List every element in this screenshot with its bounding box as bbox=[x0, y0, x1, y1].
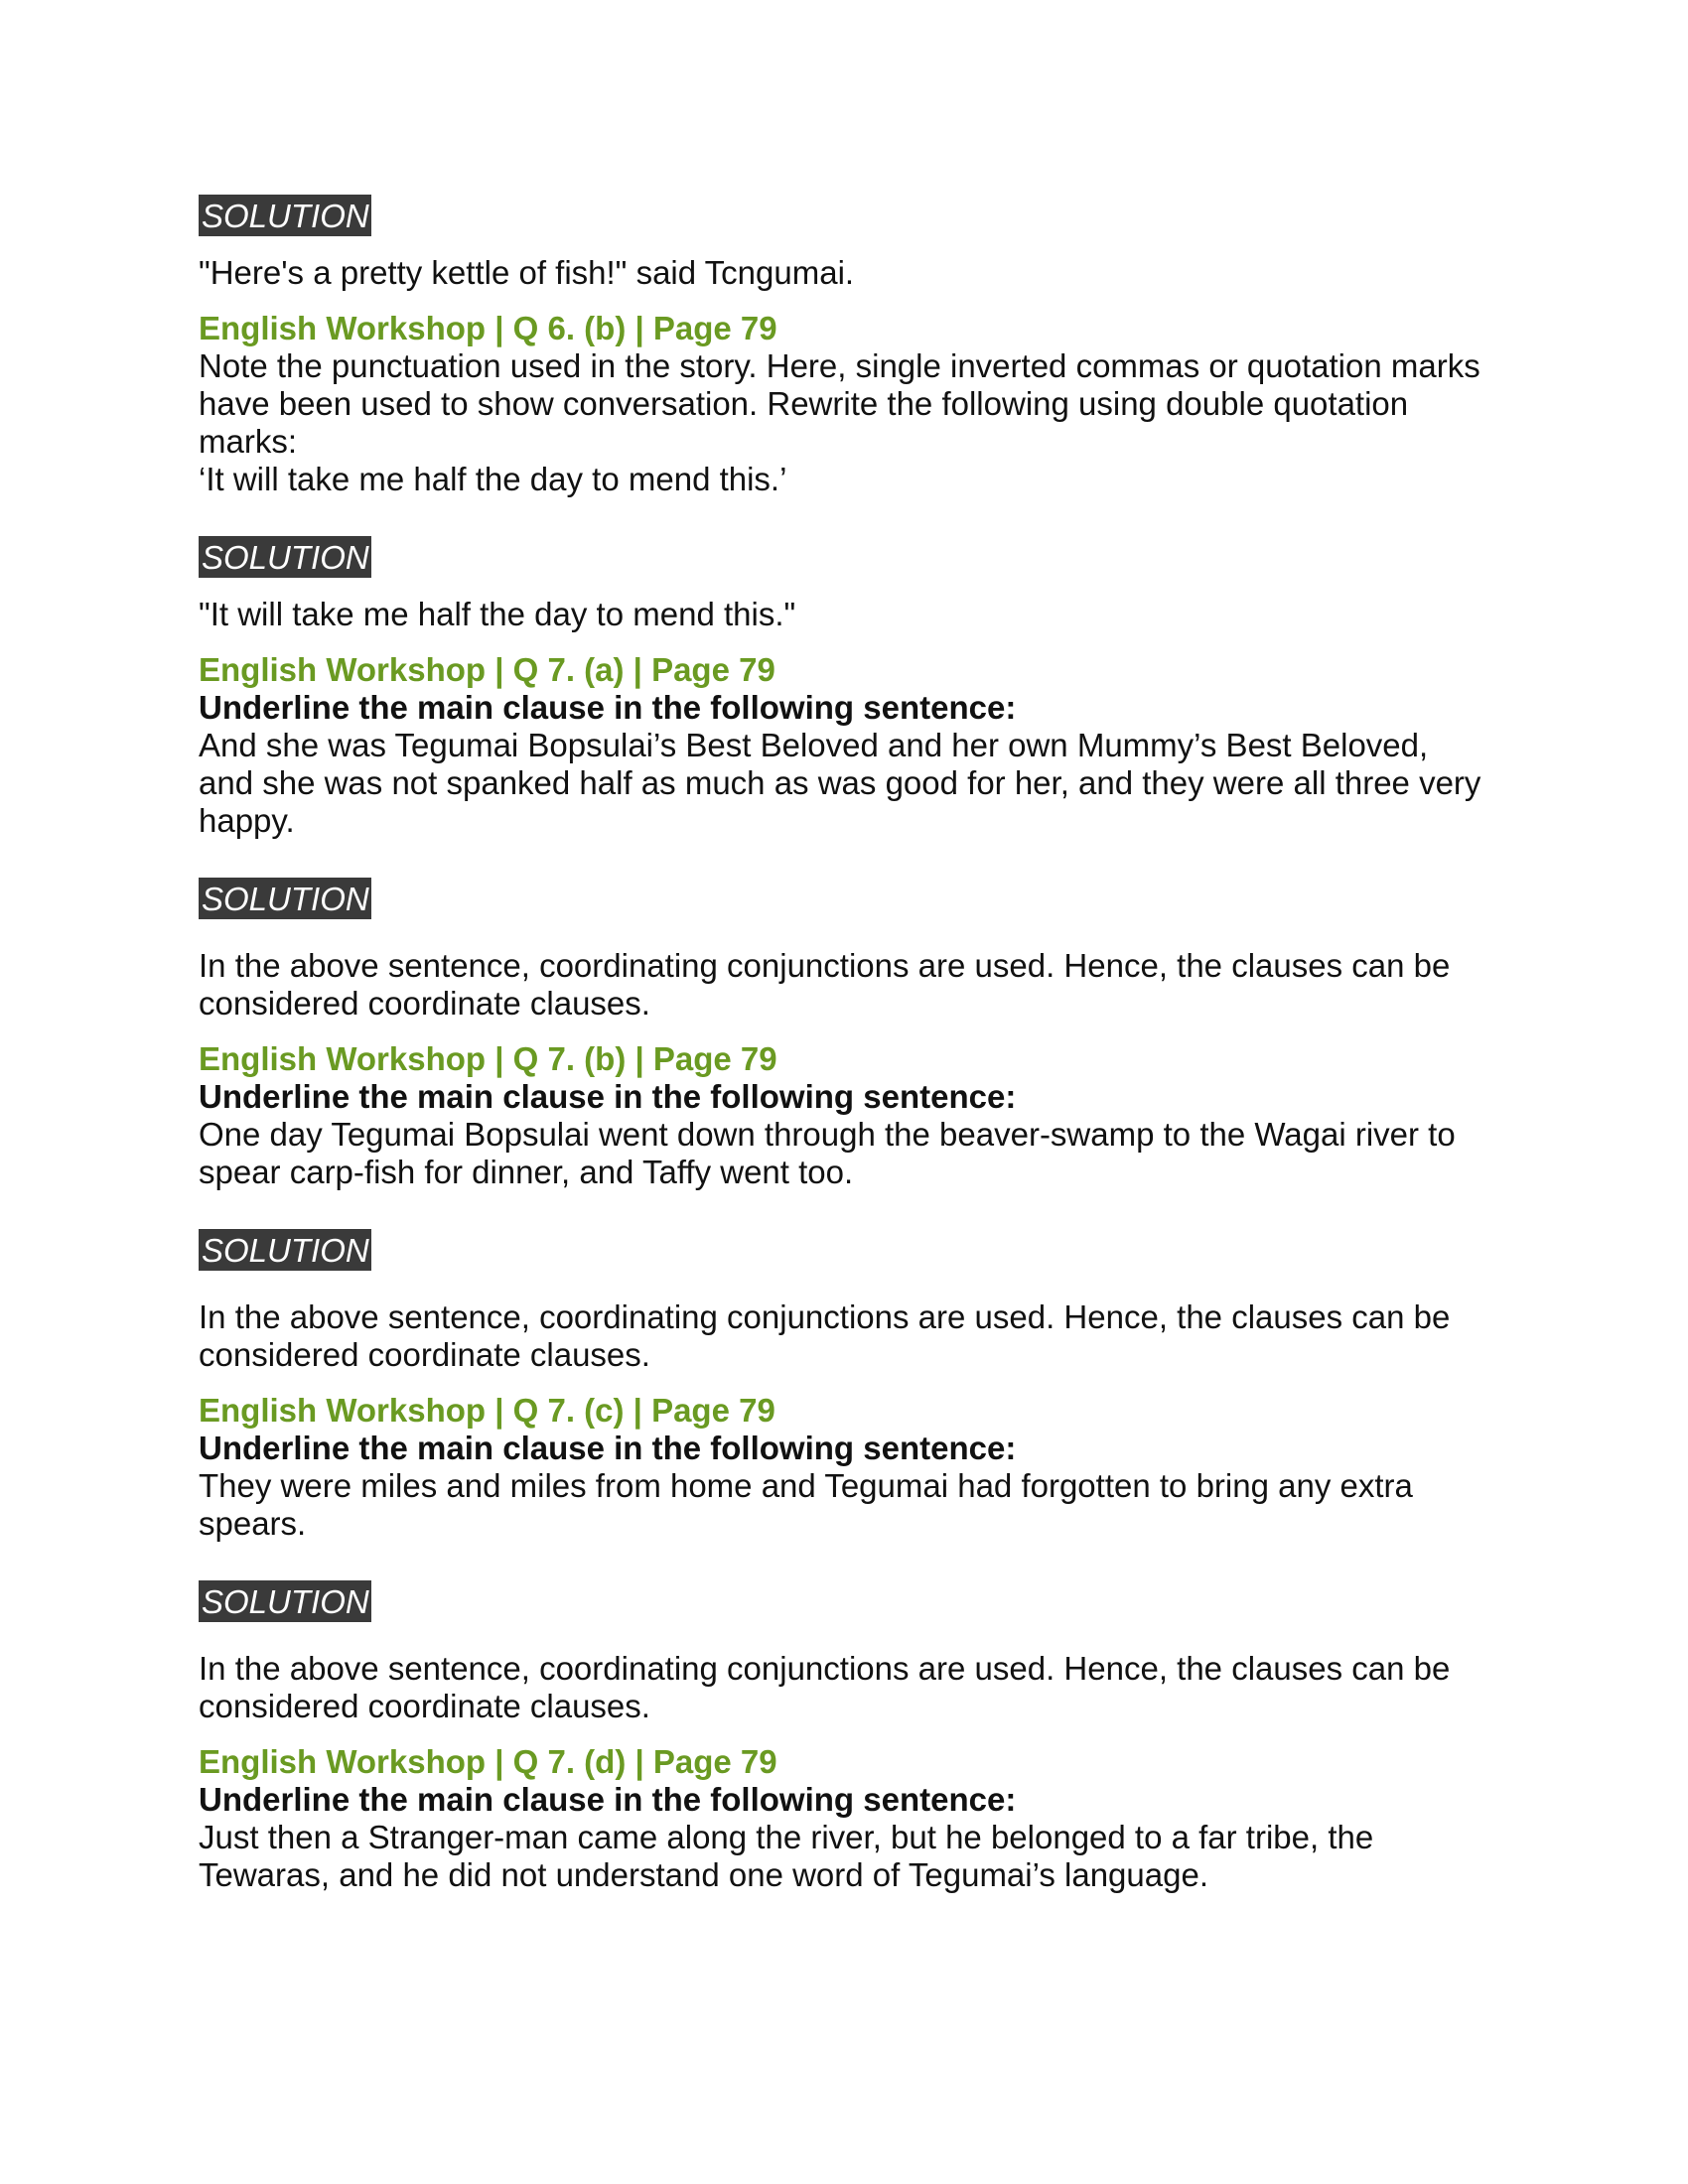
question-instruction: Underline the main clause in the following sentence: bbox=[199, 1430, 1017, 1466]
question-heading: English Workshop | Q 7. (b) | Page 79 bbox=[199, 1040, 777, 1077]
document-page bbox=[199, 195, 1489, 1894]
solution-label: SOLUTION bbox=[199, 195, 371, 236]
question-block-q6b bbox=[199, 310, 1489, 498]
question-heading: English Workshop | Q 7. (c) | Page 79 bbox=[199, 1392, 775, 1429]
question-text: One day Tegumai Bopsulai went down through the beaver-swamp to the Wagai river to spear carp-fish for dinner, and Taffy went too. bbox=[199, 1116, 1456, 1190]
solution-label: SOLUTION bbox=[199, 878, 371, 919]
solution-label: SOLUTION bbox=[199, 1229, 371, 1271]
question-instruction: Underline the main clause in the following sentence: bbox=[199, 689, 1017, 726]
solution-block-q7a bbox=[199, 878, 1489, 1023]
question-text: And she was Tegumai Bopsulai’s Best Beloved and her own Mummy’s Best Beloved, and she was not spanked half as much as was good for her, and they were all three very happy. bbox=[199, 727, 1481, 839]
question-block-q7c bbox=[199, 1392, 1489, 1543]
question-heading: English Workshop | Q 6. (b) | Page 79 bbox=[199, 310, 777, 346]
question-block-q7a bbox=[199, 651, 1489, 840]
question-heading: English Workshop | Q 7. (a) | Page 79 bbox=[199, 651, 775, 688]
question-block-q7d bbox=[199, 1743, 1489, 1894]
question-instruction: Underline the main clause in the following sentence: bbox=[199, 1781, 1017, 1818]
question-block-q7b bbox=[199, 1040, 1489, 1191]
question-text: Note the punctuation used in the story. Here, single inverted commas or quotation marks have been used to show conversation. Rewrite the following using double quotation marks: bbox=[199, 347, 1480, 460]
question-text: They were miles and miles from home and Tegumai had forgotten to bring any extra spears. bbox=[199, 1467, 1413, 1542]
solution-answer: "It will take me half the day to mend this." bbox=[199, 596, 796, 632]
solution-block-q7c bbox=[199, 1580, 1489, 1725]
solution-label: SOLUTION bbox=[199, 1580, 371, 1622]
solution-block-q6b bbox=[199, 536, 1489, 633]
solution-block-1 bbox=[199, 195, 1489, 292]
question-instruction: Underline the main clause in the following sentence: bbox=[199, 1078, 1017, 1115]
solution-answer: In the above sentence, coordinating conjunctions are used. Hence, the clauses can be considered coordinate clauses. bbox=[199, 1650, 1451, 1724]
solution-answer: In the above sentence, coordinating conjunctions are used. Hence, the clauses can be considered coordinate clauses. bbox=[199, 1298, 1451, 1373]
question-heading: English Workshop | Q 7. (d) | Page 79 bbox=[199, 1743, 777, 1780]
solution-answer: In the above sentence, coordinating conjunctions are used. Hence, the clauses can be considered coordinate clauses. bbox=[199, 947, 1451, 1022]
solution-label: SOLUTION bbox=[199, 536, 371, 578]
question-quote: ‘It will take me half the day to mend this.’ bbox=[199, 461, 787, 497]
question-text: Just then a Stranger-man came along the river, but he belonged to a far tribe, the Tewaras, and he did not understand one word of Tegumai’s language. bbox=[199, 1819, 1374, 1893]
solution-block-q7b bbox=[199, 1229, 1489, 1374]
solution-answer: "Here's a pretty kettle of fish!" said Tcngumai. bbox=[199, 254, 855, 291]
